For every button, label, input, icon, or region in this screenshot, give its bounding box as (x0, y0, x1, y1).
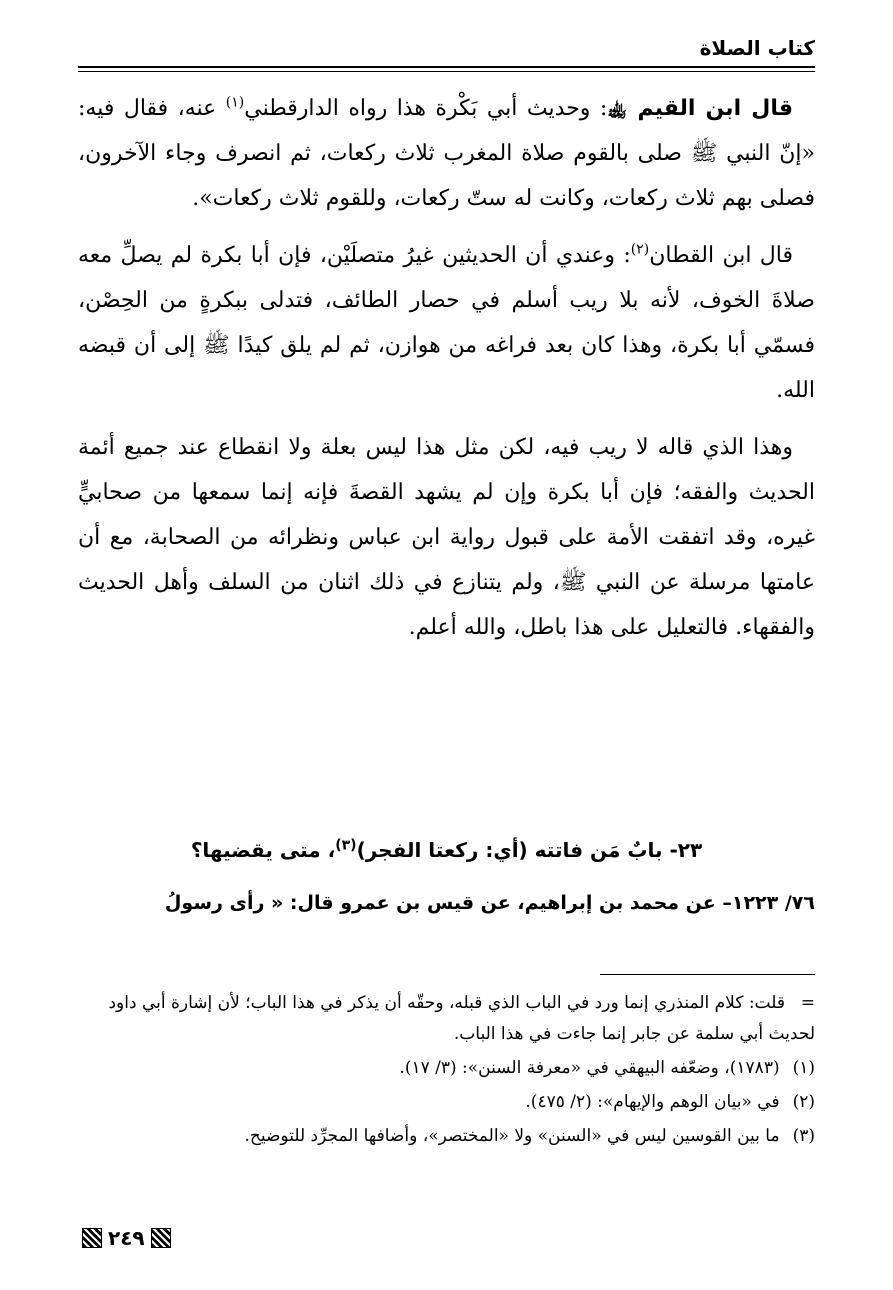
footnote-item (78, 1087, 815, 1118)
footnote-mark: (٢) (792, 1092, 815, 1112)
paragraph-commentary (78, 425, 815, 650)
speaker-name: قال ابن القيم ﵀ (607, 96, 793, 121)
footnotes (78, 988, 815, 1155)
main-text (78, 86, 815, 650)
paragraph-text: : وحديث أبي بَكْرة هذا رواه الدارقطني (244, 96, 608, 121)
paragraph-ibn-alqattan (78, 233, 815, 413)
footnote-mark: = (800, 993, 815, 1013)
ornament-icon (151, 1228, 171, 1248)
footnote-text: في «بيان الوهم والإيهام»: (٢/ ٤٧٥). (525, 1092, 780, 1112)
footnote-separator (600, 974, 815, 975)
paragraph-ibn-alqayyim (78, 86, 815, 221)
footnote-ref-3: (٣) (335, 837, 357, 854)
hadith-line: ٧٦/ ١٢٢٣– عن محمد بن إبراهيم، عن قيس بن عمرو قال: « رأى رسولُ (164, 892, 815, 914)
page-number-text: ٢٤٩ (108, 1226, 145, 1250)
footnote-mark: (٣) (792, 1126, 815, 1146)
footnote-ref-2: (٢) (630, 241, 650, 258)
paragraph-text: وهذا الذي قاله لا ريب فيه، لكن مثل هذا ليس بعلة ولا انقطاع عند جميع أئمة الحديث والفقه؛ فإن أبا بكرة وإن لم يشهد القصةَ فإنه إنما سمعها من صحابيٍّ غيره، وقد اتفقت الأمة على قبول رواية ابن عباس ونظرائه من الصحابة، مع أن عامتها مرسلة عن النبي ﷺ، ولم يتنازع في ذلك اثنان من السلف وأهل الحديث والفقهاء. فالتعليل على هذا باطل، والله أعلم. (78, 435, 815, 640)
footnote-continuation (78, 988, 815, 1050)
paragraph-text: عنه، فقال فيه: «إنّ النبي ﷺ صلى بالقوم صلاة المغرب ثلاث ركعات، ثم انصرف وجاء الآخرون، فصلى بهم ثلاث ركعات، وكانت له ستّ ركعات، وللقوم ثلاث ركعات». (78, 96, 815, 211)
header-rule-thick (78, 66, 815, 68)
footnote-text: (١٧٨٣)، وضعّفه البيهقي في «معرفة السنن»: (٣/ ١٧). (399, 1058, 780, 1078)
footnote-text: قلت: كلام المنذري إنما ورد في الباب الذي قبله، وحقّه أن يذكر في هذا الباب؛ لأن إشارة أبي داود لحديث أبي سلمة عن جابر إنما جاءت في هذا الباب. (108, 993, 815, 1044)
footnote-ref-1: (١) (225, 94, 245, 111)
paragraph-text: قال ابن القطان (649, 243, 793, 268)
chapter-heading (78, 838, 815, 862)
footnote-text: ما بين القوسين ليس في «السنن» ولا «المختصر»، وأضافها المجرِّد للتوضيح. (244, 1126, 780, 1146)
heading-text: ٢٣- بابٌ مَن فاتته (أي: ركعتا الفجر) (356, 838, 703, 862)
footnote-item (78, 1121, 815, 1152)
footnote-mark: (١) (792, 1058, 815, 1078)
paragraph-text: : وعندي أن الحديثين غيرُ متصلَيْن، فإن أبا بكرة لم يصلِّ معه صلاةَ الخوف، لأنه بلا ريب أسلم في حصار الطائف، فتدلى ببكرةٍ من الحِصْن، فسمّي أبا بكرة، وهذا كان بعد فراغه من هوازن، ثم لم يلق كيدًا ﷺ إلى أن قبضه الله. (78, 243, 815, 403)
header-rule-thin (78, 71, 815, 72)
ornament-icon (82, 1228, 102, 1248)
heading-text: ، متى يقضيها؟ (190, 838, 336, 862)
footnote-item (78, 1053, 815, 1084)
running-header: كتاب الصلاة (699, 36, 815, 60)
page-number (82, 1226, 171, 1250)
